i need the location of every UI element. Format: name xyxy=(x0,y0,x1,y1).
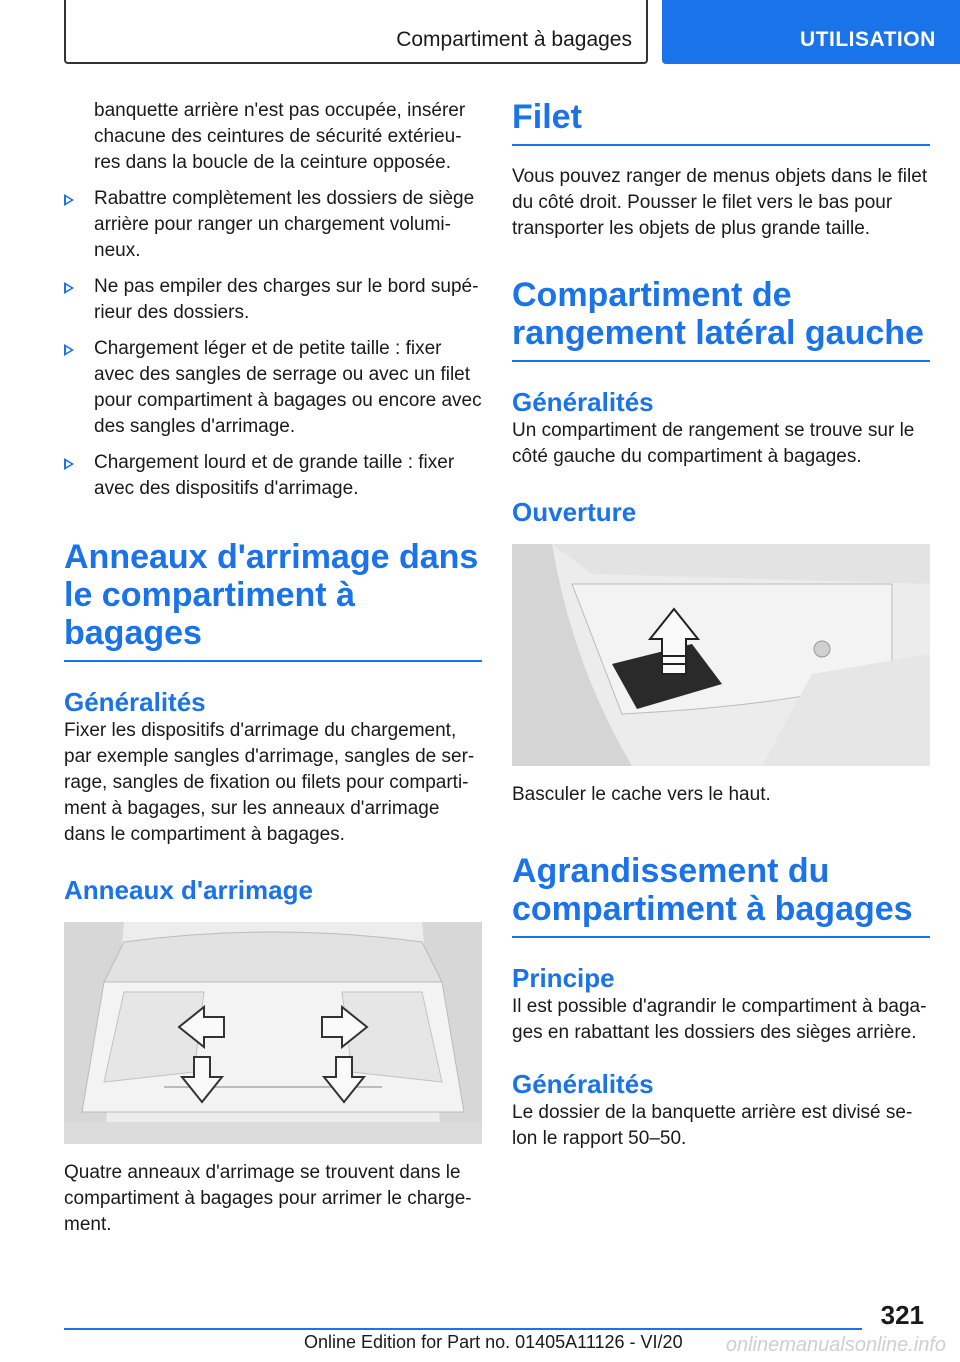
section-heading-storage: Compartiment de rangement latéral gauche xyxy=(512,276,930,362)
triangle-bullet-icon xyxy=(64,458,74,470)
section-heading-net: Filet xyxy=(512,98,930,146)
bullet-text: Chargement léger et de petite taille : fixer avec des sangles de serrage ou avec un filet pour compartiment à bagages ou encore avec des sangles d'arrimage. xyxy=(94,338,482,437)
bullet-text: Ne pas empiler des charges sur le bord supé-rieur des dossiers. xyxy=(94,276,479,323)
footer-edition: Online Edition for Part no. 01405A11126 - VI/20 xyxy=(304,1332,683,1352)
storage-illustration xyxy=(512,544,930,766)
subheading-general-2: Généralités xyxy=(512,1069,654,1099)
footer-divider xyxy=(64,1328,862,1330)
right-column xyxy=(512,98,930,1152)
trunk-tie-down-image xyxy=(64,922,482,1144)
header-section-tab xyxy=(662,0,960,64)
bullet-text: Chargement lourd et de grande taille : fixer avec des dispositifs d'arrimage. xyxy=(94,452,455,499)
triangle-bullet-icon xyxy=(64,344,74,356)
section-heading-enlarge: Agrandissement du compartiment à bagages xyxy=(512,852,930,938)
watermark: onlinemanualsonline.info xyxy=(725,1334,946,1356)
opening-caption: Basculer le cache vers le haut. xyxy=(512,784,771,805)
bullet-item xyxy=(64,186,482,264)
section-heading-tie-down-rings: Anneaux d'arrimage dans le compartiment à bagages xyxy=(64,538,482,662)
bullet-item xyxy=(64,336,482,440)
bullet-text: Rabattre complètement les dossiers de siège arrière pour ranger un chargement volumi-neux. xyxy=(94,188,475,261)
bullet-item xyxy=(64,274,482,326)
subheading-opening: Ouverture xyxy=(512,497,637,527)
triangle-bullet-icon xyxy=(64,282,74,294)
header-title: Compartiment à bagages xyxy=(396,28,632,51)
bullet-item xyxy=(64,450,482,502)
storage-compartment-image xyxy=(512,544,930,766)
bullet-list xyxy=(64,186,482,502)
subheading-rings: Anneaux d'arrimage xyxy=(64,875,313,905)
net-paragraph: Vous pouvez ranger de menus objets dans le filet du côté droit. Pousser le filet vers le bas pour transporter les objets de plus grande taille. xyxy=(512,166,928,239)
subheading-principle: Principe xyxy=(512,963,615,993)
left-column xyxy=(64,98,482,1238)
page-number: 321 xyxy=(880,1300,924,1330)
subheading-general: Généralités xyxy=(64,687,206,717)
header-title-box xyxy=(64,0,648,64)
storage-general-paragraph: Un compartiment de rangement se trouve sur le côté gauche du compartiment à bagages. xyxy=(512,420,915,467)
subheading-general: Généralités xyxy=(512,387,654,417)
rings-caption: Quatre anneaux d'arrimage se trouvent dans le compartiment à bagages pour arrimer le charge-ment. xyxy=(64,1162,472,1235)
general2-paragraph: Le dossier de la banquette arrière est divisé se-lon le rapport 50–50. xyxy=(512,1102,913,1149)
triangle-bullet-icon xyxy=(64,194,74,206)
general-paragraph: Fixer les dispositifs d'arrimage du chargement, par exemple sangles d'arrimage, sangles de ser-rage, sangles de fixation ou filets pour comparti-ment à bagages, sur les anneaux d'arrimage dans le compartiment à bagages. xyxy=(64,720,475,845)
principle-paragraph: Il est possible d'agrandir le compartiment à baga-ges en rabattant les dossiers des sièges arrière. xyxy=(512,996,927,1043)
trunk-illustration xyxy=(64,922,482,1144)
header-section-label: UTILISATION xyxy=(800,28,936,51)
intro-paragraph: banquette arrière n'est pas occupée, insérer chacune des ceintures de sécurité extérieu-res dans la boucle de la ceinture opposée. xyxy=(94,100,466,173)
